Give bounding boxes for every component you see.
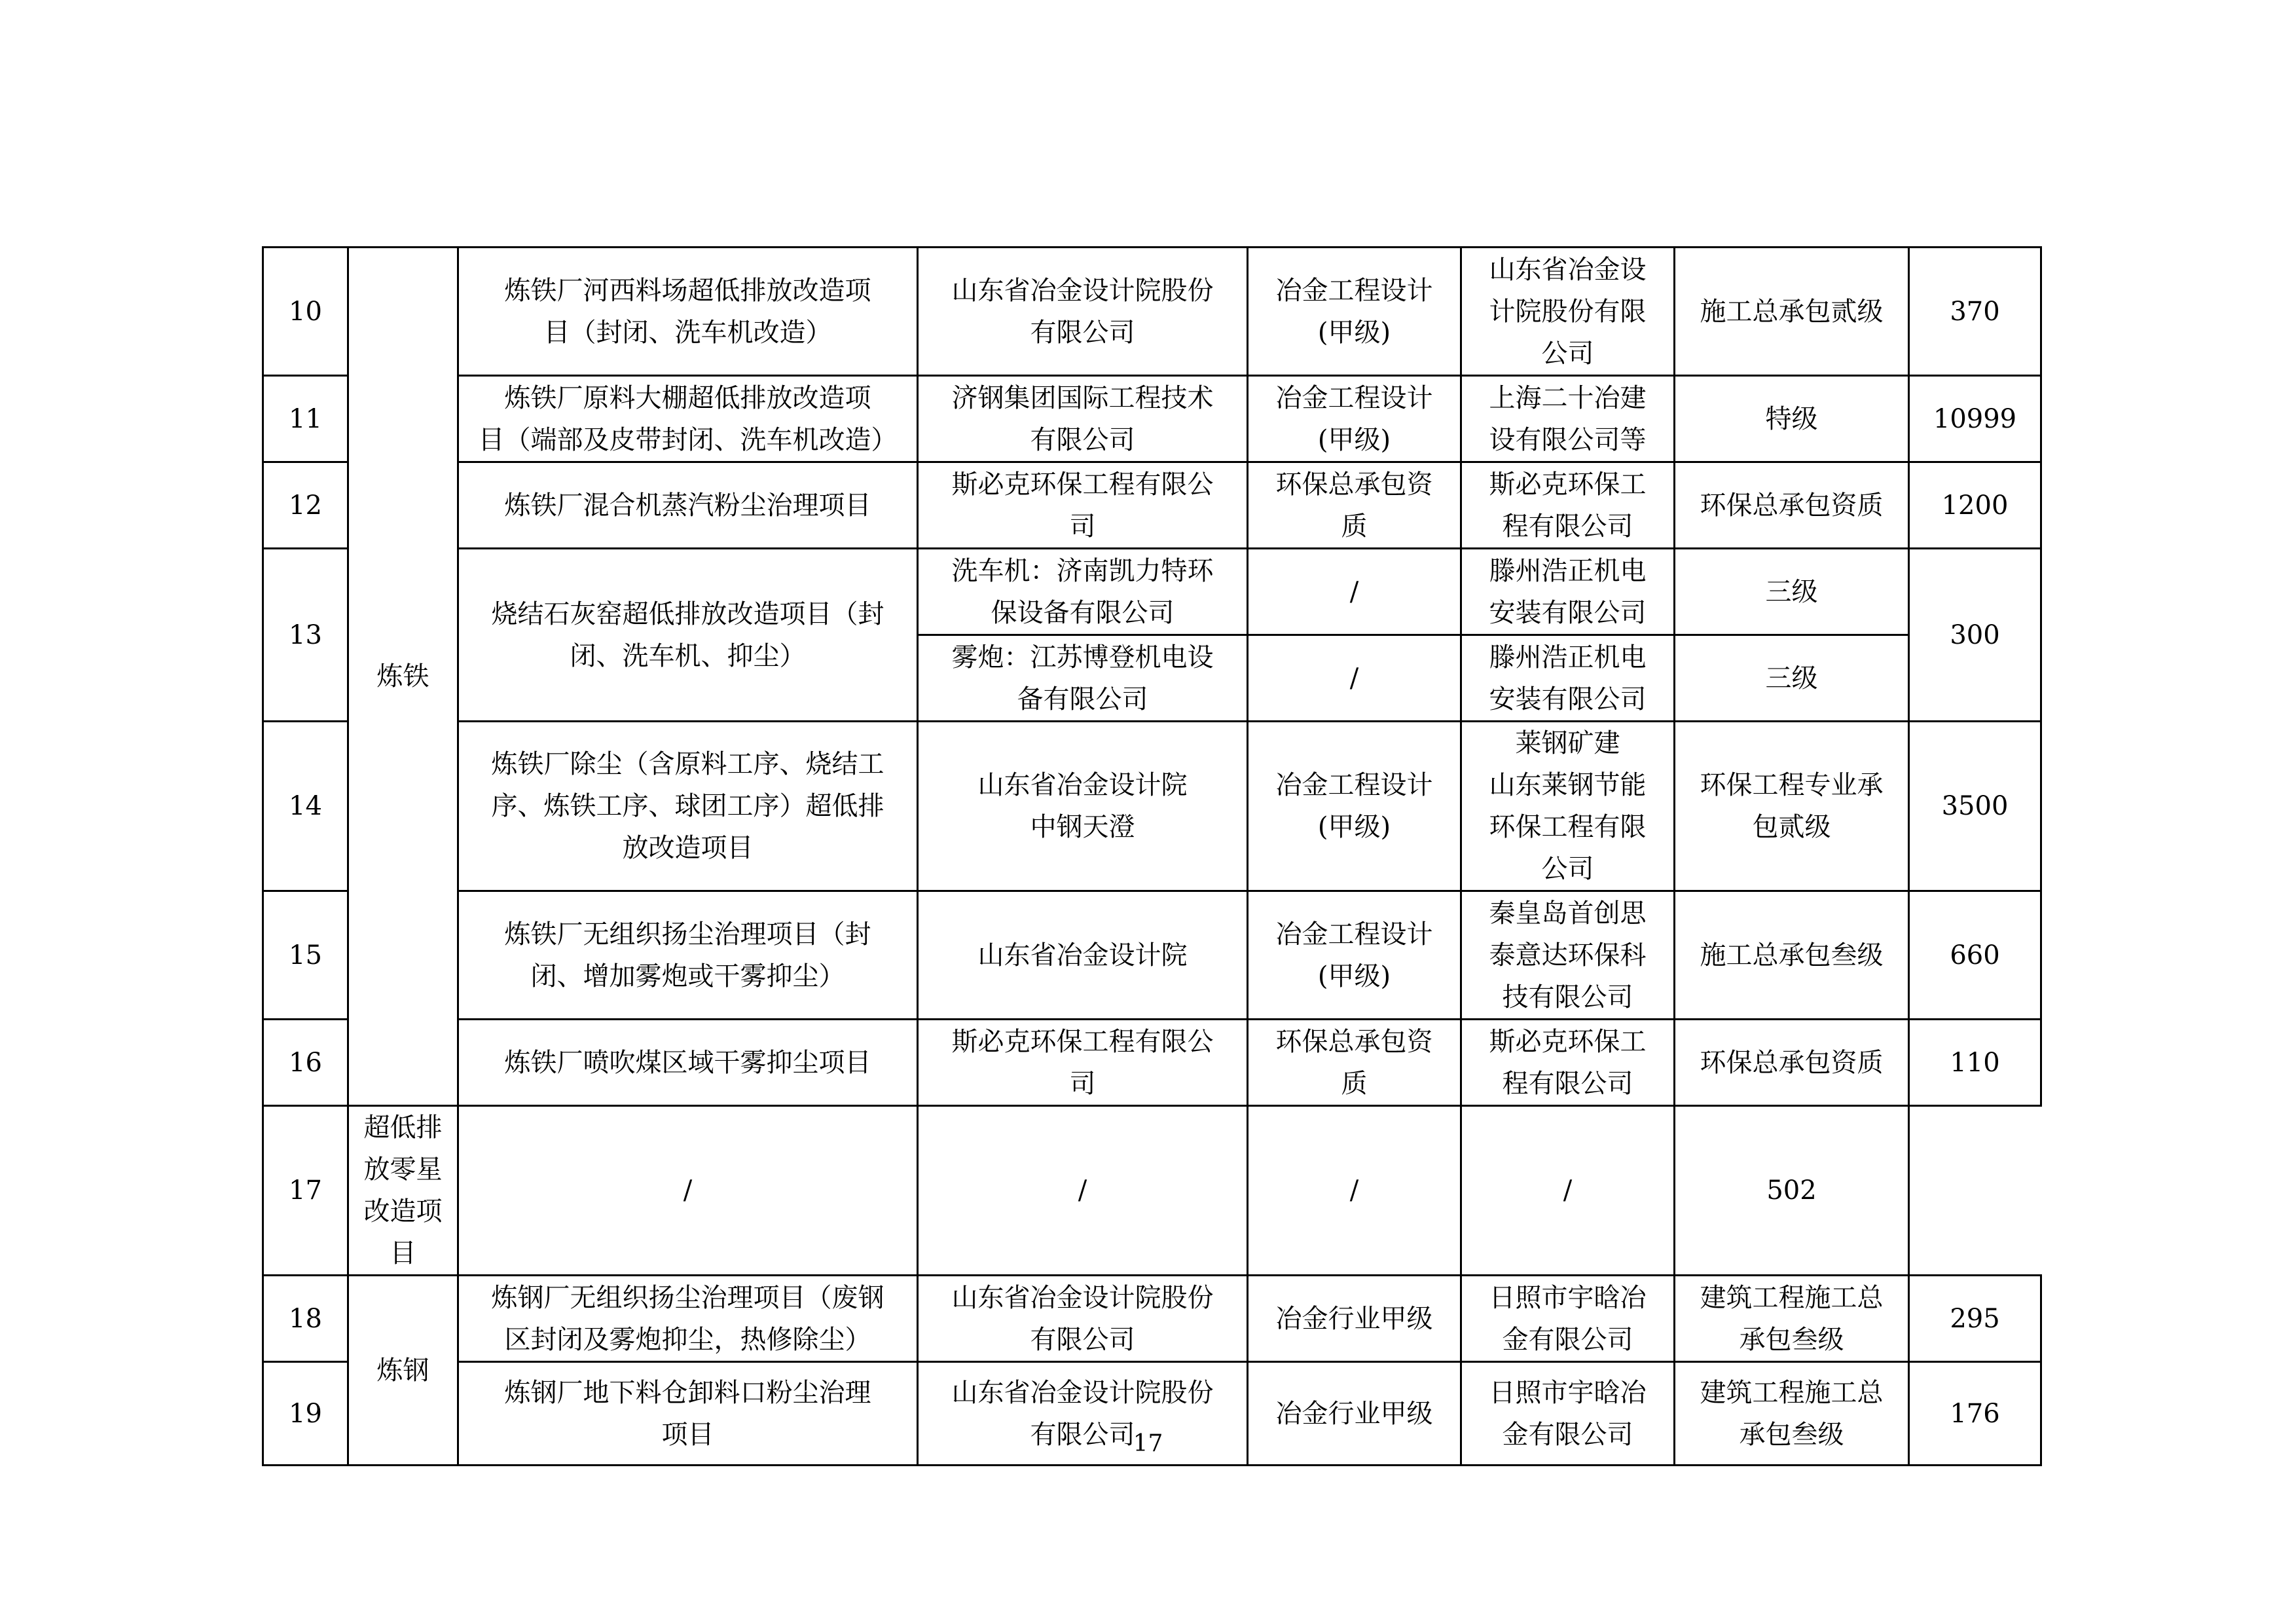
investment-amount-text: 110 [1950,1047,2000,1078]
construction-qualification [1675,1276,1909,1362]
investment-amount-text: 10999 [1933,403,2017,434]
construction-unit-text: 环保工程有限 [1489,812,1647,842]
design-qualification [1248,1276,1461,1362]
design-qualification [1248,635,1461,722]
design-qualification-text: 冶金工程设计 [1275,919,1433,950]
investment-amount [1909,891,2041,1020]
construction-unit-text: 滕州浩正机电 [1489,555,1647,586]
project-name-text: 炼铁厂混合机蒸汽粉尘治理项目 [504,490,871,521]
design-qualification-text: (甲级) [1317,424,1391,455]
row-number-text: 18 [289,1303,322,1334]
row-number [263,462,348,549]
investment-amount-text: 1200 [1941,490,2009,521]
table-row [263,1020,2041,1106]
construction-qualification-text: 承包叁级 [1739,1324,1844,1355]
row-number-text: 11 [289,403,322,434]
construction-unit-text: 上海二十冶建 [1489,382,1647,413]
project-name-text: 炼铁厂无组织扬尘治理项目（封 [504,919,871,950]
project-name [458,1020,918,1106]
construction-qualification-text: 施工总承包贰级 [1700,296,1884,327]
investment-amount-text: 660 [1950,940,2000,970]
construction-qualification-text: 特级 [1765,403,1818,434]
construction-unit [1461,722,1675,891]
construction-qualification-text: 环保工程专业承 [1700,770,1884,800]
construction-qualification-text: 环保总承包资质 [1700,490,1884,521]
design-unit-text: 保设备有限公司 [991,597,1175,628]
construction-unit [1248,1106,1461,1276]
design-unit [458,1106,918,1276]
table-row [263,1106,2041,1276]
construction-unit-text: 程有限公司 [1502,1068,1633,1099]
project-name-text: 目（封闭、洗车机改造） [543,317,832,348]
project-name [458,376,918,462]
investment-amount-text: 3500 [1941,791,2009,821]
construction-qualification-text: 三级 [1765,663,1818,693]
construction-qualification-text: 承包叁级 [1739,1419,1844,1450]
row-number-text: 17 [289,1175,322,1206]
design-unit [918,376,1248,462]
design-qualification-text: 环保总承包资 [1275,469,1433,500]
project-name-text: 闭、洗车机、抑尘） [570,640,806,671]
design-unit-text: 山东省冶金设计院股份 [951,275,1214,306]
design-unit-text: 司 [1069,1068,1096,1099]
construction-qualification-text: 建筑工程施工总 [1700,1282,1884,1313]
table-row [263,549,2041,635]
design-unit-text: 有限公司 [1030,1324,1135,1355]
investment-amount-text: 502 [1766,1175,1817,1206]
project-name-text: 炼钢厂地下料仓卸料口粉尘治理 [504,1377,871,1408]
design-qualification-text: 冶金行业甲级 [1275,1398,1433,1429]
design-qualification-text: (甲级) [1317,961,1391,991]
design-unit-text: 有限公司 [1030,317,1135,348]
project-name-text: 炼铁厂喷吹煤区域干雾抑尘项目 [504,1047,871,1078]
project-name [458,1276,918,1362]
construction-qualification-text: 施工总承包叁级 [1700,940,1884,970]
construction-qualification [1675,635,1909,722]
construction-qualification [1675,1020,1909,1106]
construction-unit-text: 计院股份有限 [1489,296,1647,327]
row-number-text: 10 [289,296,322,327]
construction-unit-text: 安装有限公司 [1489,597,1647,628]
design-unit [918,722,1248,891]
design-unit [918,248,1248,376]
table-row [263,376,2041,462]
design-qualification-text: 质 [1341,1068,1368,1099]
table-row [263,248,2041,376]
group-steelmaking-text: 炼钢 [376,1355,429,1386]
investment-amount [1909,248,2041,376]
project-name-text: 区封闭及雾炮抑尘，热修除尘） [504,1324,871,1355]
investment-amount [1909,549,2041,722]
project-name-text: 闭、增加雾炮或干雾抑尘） [530,961,845,991]
construction-unit-text: / [1349,1175,1359,1206]
construction-unit-text: 泰意达环保科 [1489,940,1647,970]
design-qualification [1248,722,1461,891]
row-number-text: 15 [289,940,322,970]
design-qualification-text: 冶金工程设计 [1275,275,1433,306]
construction-qualification [1675,722,1909,891]
construction-unit [1461,1020,1675,1106]
design-unit-text: 雾炮：江苏博登机电设 [951,642,1214,673]
row-number-text: 14 [289,791,322,821]
construction-unit-text: 金有限公司 [1502,1419,1633,1450]
group-ironmaking-text: 炼铁 [376,661,429,692]
row-number [263,891,348,1020]
project-name-text: 超低排放零星改造项目 [363,1113,443,1268]
construction-qualification [1675,891,1909,1020]
construction-unit [1461,248,1675,376]
project-name-text: 炼铁厂原料大棚超低排放改造项 [504,382,871,413]
project-name [458,462,918,549]
page-number: 17 [1133,1430,1163,1457]
design-unit-text: 斯必克环保工程有限公 [951,469,1214,500]
investment-amount [1909,1276,2041,1362]
project-name [458,549,918,722]
design-qualification-text: (甲级) [1317,317,1391,348]
row-number [263,722,348,891]
investment-amount-text: 300 [1950,619,2000,650]
design-qualification [918,1106,1248,1276]
construction-unit-text: 设有限公司等 [1489,424,1647,455]
design-qualification [1248,462,1461,549]
project-name-text: 烧结石灰窑超低排放改造项目（封 [491,599,884,629]
project-name [348,1106,458,1276]
construction-qualification-text: 包贰级 [1752,812,1831,842]
construction-unit-text: 山东省冶金设 [1489,254,1647,285]
construction-unit-text: 金有限公司 [1502,1324,1633,1355]
construction-unit-text: 安装有限公司 [1489,684,1647,714]
construction-qualification [1461,1106,1675,1276]
design-unit-text: 山东省冶金设计院股份 [951,1282,1214,1313]
row-number [263,376,348,462]
design-unit-text: 司 [1069,511,1096,542]
construction-qualification [1675,462,1909,549]
design-qualification-text: (甲级) [1317,812,1391,842]
project-name-text: 炼铁厂河西料场超低排放改造项 [504,275,871,306]
table-row [263,1276,2041,1362]
design-qualification [1248,1020,1461,1106]
construction-unit [1461,1276,1675,1362]
design-qualification-text: / [1078,1175,1087,1206]
project-name [458,722,918,891]
design-unit-text: 济钢集团国际工程技术 [951,382,1214,413]
design-qualification [1248,376,1461,462]
projects-table [262,246,2042,1466]
design-unit [918,549,1248,635]
table-row [263,462,2041,549]
design-unit [918,635,1248,722]
construction-unit-text: 滕州浩正机电 [1489,642,1647,673]
design-unit-text: / [683,1175,693,1206]
construction-unit-text: 日照市宇晗冶 [1489,1282,1647,1313]
construction-unit-text: 程有限公司 [1502,511,1633,542]
design-qualification-text: 冶金行业甲级 [1275,1303,1433,1334]
design-qualification [1248,891,1461,1020]
row-number-text: 19 [289,1398,322,1429]
investment-amount [1909,1020,2041,1106]
design-unit-text: 山东省冶金设计院股份 [951,1377,1214,1408]
row-number-text: 16 [289,1047,322,1078]
construction-unit-text: 技有限公司 [1502,982,1633,1012]
design-qualification [1248,248,1461,376]
project-name-text: 序、炼铁工序、球团工序）超低排 [491,791,884,821]
project-name-text: 放改造项目 [622,833,754,863]
design-unit [918,462,1248,549]
investment-amount [1909,722,2041,891]
construction-qualification-text: 建筑工程施工总 [1700,1377,1884,1408]
project-name [458,891,918,1020]
design-qualification-text: 冶金工程设计 [1275,382,1433,413]
construction-unit-text: 秦皇岛首创思 [1489,898,1647,929]
design-unit-text: 山东省冶金设计院 [977,770,1188,800]
project-name-text: 项目 [661,1419,714,1450]
construction-unit-text: 斯必克环保工 [1489,1026,1647,1057]
construction-qualification [1675,248,1909,376]
row-number [263,1276,348,1362]
construction-unit-text: 公司 [1541,338,1594,369]
construction-unit [1461,462,1675,549]
investment-amount-text: 295 [1950,1303,2000,1334]
row-number-text: 13 [289,619,322,650]
design-qualification [1248,549,1461,635]
design-unit-text: 山东省冶金设计院 [977,940,1188,970]
construction-unit [1461,891,1675,1020]
construction-unit [1461,549,1675,635]
project-name-text: 目（端部及皮带封闭、洗车机改造） [478,424,898,455]
design-qualification-text: 质 [1341,511,1368,542]
investment-amount-text: 176 [1950,1398,2000,1429]
group-ironmaking [348,248,458,1106]
construction-unit [1461,376,1675,462]
construction-qualification-text: / [1563,1175,1573,1206]
construction-qualification [1675,549,1909,635]
design-unit-text: 斯必克环保工程有限公 [951,1026,1214,1057]
table-row [263,891,2041,1020]
design-unit-text: 中钢天澄 [1030,812,1135,842]
design-unit-text: 洗车机：济南凯力特环 [951,555,1214,586]
design-qualification-text: / [1349,576,1359,607]
investment-amount [1675,1106,1909,1276]
construction-qualification-text: 环保总承包资质 [1700,1047,1884,1078]
design-qualification-text: / [1349,663,1359,693]
row-number [263,1020,348,1106]
row-number [263,549,348,722]
construction-qualification [1675,376,1909,462]
investment-amount [1909,376,2041,462]
construction-unit-text: 山东莱钢节能 [1489,770,1647,800]
project-name [458,248,918,376]
design-qualification-text: 环保总承包资 [1275,1026,1433,1057]
design-unit [918,1020,1248,1106]
design-unit-text: 有限公司 [1030,424,1135,455]
construction-unit-text: 斯必克环保工 [1489,469,1647,500]
table-row [263,722,2041,891]
construction-qualification-text: 三级 [1765,576,1818,607]
row-number [263,1106,348,1276]
project-name-text: 炼铁厂除尘（含原料工序、烧结工 [491,749,884,779]
row-number-text: 12 [289,490,322,521]
design-unit-text: 有限公司 [1030,1419,1135,1450]
design-unit [918,891,1248,1020]
row-number [263,248,348,376]
investment-amount [1909,462,2041,549]
design-unit [918,1276,1248,1362]
design-unit-text: 备有限公司 [1017,684,1148,714]
investment-amount-text: 370 [1950,296,2000,327]
construction-unit-text: 莱钢矿建 [1515,728,1620,758]
construction-unit-text: 日照市宇晗冶 [1489,1377,1647,1408]
project-name-text: 炼钢厂无组织扬尘治理项目（废钢 [491,1282,884,1313]
construction-unit [1461,635,1675,722]
construction-unit-text: 公司 [1541,854,1594,884]
design-qualification-text: 冶金工程设计 [1275,770,1433,800]
table-body [263,248,2041,1466]
